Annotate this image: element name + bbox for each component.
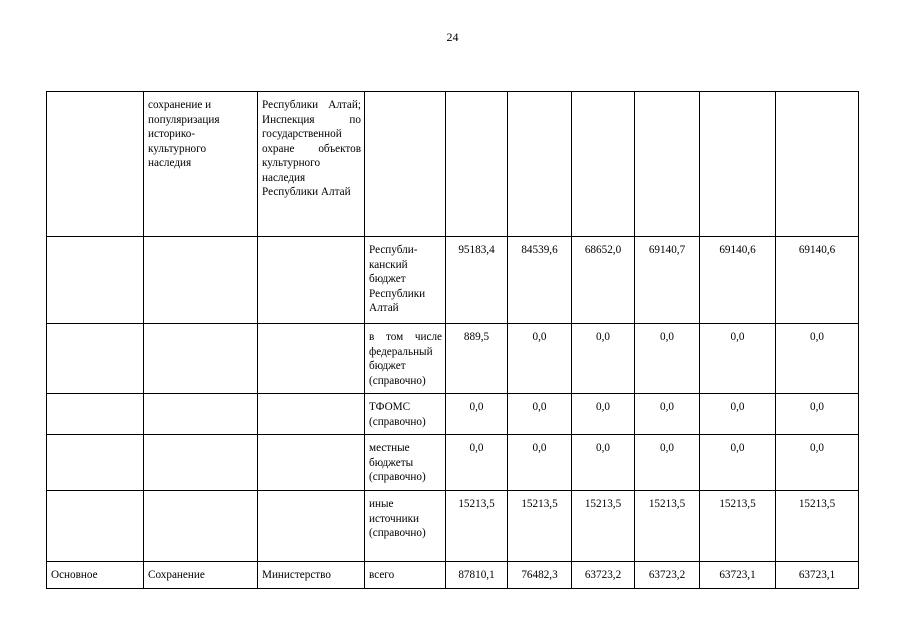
- table-cell: [47, 491, 144, 562]
- table-cell: 0,0: [776, 324, 859, 394]
- table-cell: [258, 435, 365, 491]
- table-cell: Основное: [47, 562, 144, 589]
- table-cell: иные источники (справочно): [365, 491, 446, 562]
- table-cell: [446, 92, 508, 237]
- table-cell: 15213,5: [635, 491, 700, 562]
- table-row: [47, 491, 859, 562]
- table-cell: [258, 491, 365, 562]
- table-cell: ТФОМС (справочно): [365, 394, 446, 435]
- table-cell: Республи- канский бюджет Республики Алтай: [365, 237, 446, 324]
- table-cell: 0,0: [508, 394, 572, 435]
- table-cell: [47, 435, 144, 491]
- table-cell: 63723,1: [776, 562, 859, 589]
- table-cell: 0,0: [508, 324, 572, 394]
- table-cell: 15213,5: [446, 491, 508, 562]
- table-cell: 63723,2: [635, 562, 700, 589]
- table-cell: 0,0: [635, 324, 700, 394]
- table-cell: 87810,1: [446, 562, 508, 589]
- table-cell: 69140,6: [776, 237, 859, 324]
- table-row: [47, 562, 859, 589]
- table-cell: [47, 237, 144, 324]
- page-number: 24: [446, 30, 459, 44]
- table-cell: 0,0: [572, 394, 635, 435]
- table-cell: 84539,6: [508, 237, 572, 324]
- table-row: [47, 435, 859, 491]
- table-cell: 76482,3: [508, 562, 572, 589]
- table-cell: [365, 92, 446, 237]
- table-cell: 0,0: [700, 435, 776, 491]
- table-cell: 0,0: [700, 324, 776, 394]
- table-cell: всего: [365, 562, 446, 589]
- table-cell: 889,5: [446, 324, 508, 394]
- table-cell: местные бюджеты (справочно): [365, 435, 446, 491]
- table-cell: 0,0: [508, 435, 572, 491]
- table-cell: 0,0: [572, 435, 635, 491]
- table-cell: [47, 394, 144, 435]
- table-cell: 15213,5: [508, 491, 572, 562]
- table-cell: 68652,0: [572, 237, 635, 324]
- table-cell: 69140,7: [635, 237, 700, 324]
- table-cell: [144, 394, 258, 435]
- table-cell: 0,0: [635, 394, 700, 435]
- table-cell: 0,0: [572, 324, 635, 394]
- table-cell: 15213,5: [776, 491, 859, 562]
- table-row: [47, 324, 859, 394]
- budget-table: [46, 91, 859, 589]
- table-cell: [144, 324, 258, 394]
- table-cell: 15213,5: [700, 491, 776, 562]
- table-cell: 95183,4: [446, 237, 508, 324]
- table-cell: [776, 92, 859, 237]
- table-cell: 0,0: [700, 394, 776, 435]
- table-cell: [144, 237, 258, 324]
- table-cell: сохранение и популяризация историко- культурного наследия: [144, 92, 258, 237]
- table-cell: 0,0: [776, 394, 859, 435]
- table-cell: 69140,6: [700, 237, 776, 324]
- table-row: [47, 92, 859, 237]
- table-cell: Министерство: [258, 562, 365, 589]
- table-cell: 0,0: [446, 435, 508, 491]
- table-cell: 0,0: [776, 435, 859, 491]
- table-row: [47, 237, 859, 324]
- table-cell: Сохранение: [144, 562, 258, 589]
- table-cell: Республики Алтай; Инспекция по государственной охране объектов культурного наследия Республики Алтай: [258, 92, 365, 237]
- table-cell: [47, 324, 144, 394]
- table-cell: [258, 394, 365, 435]
- table-cell: [700, 92, 776, 237]
- table-cell: 63723,1: [700, 562, 776, 589]
- table-row: [47, 394, 859, 435]
- table-cell: [47, 92, 144, 237]
- table-cell: 15213,5: [572, 491, 635, 562]
- table-cell: [144, 491, 258, 562]
- table-cell: [258, 237, 365, 324]
- table-cell: 0,0: [446, 394, 508, 435]
- table-cell: [258, 324, 365, 394]
- table-cell: [635, 92, 700, 237]
- table-cell: в том числе федеральный бюджет (справочно): [365, 324, 446, 394]
- table-cell: [144, 435, 258, 491]
- table-cell: [508, 92, 572, 237]
- table-cell: 63723,2: [572, 562, 635, 589]
- table-cell: [572, 92, 635, 237]
- table-cell: 0,0: [635, 435, 700, 491]
